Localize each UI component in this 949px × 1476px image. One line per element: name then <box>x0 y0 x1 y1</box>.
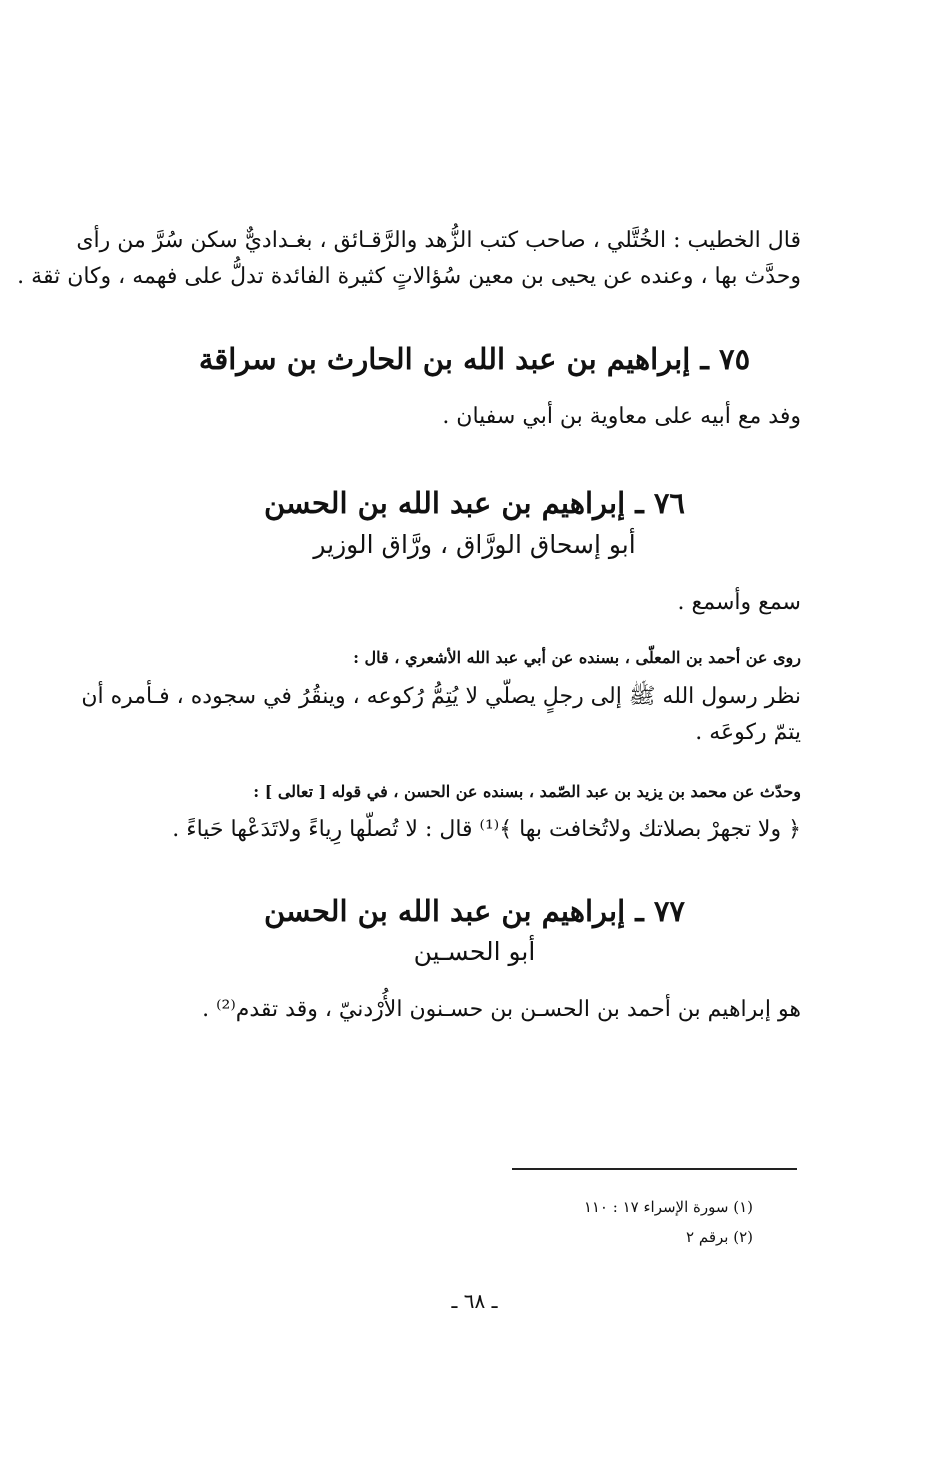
entry-76-quote: ﴿ ولا تجهرْ بصلاتك ولاتُخافت بها ﴾⁽¹⁾ قال : لا تُصلّها رِياءً ولاتَدَعْها حَياءً . <box>172 817 801 842</box>
entry-75-text: وفد مع أبيه على معاوية بن أبي سفيان . <box>442 404 801 429</box>
footnote-2: (٢) برقم ٢ <box>686 1228 753 1246</box>
footnote-1: (١) سورة الإسراء ١٧ : ١١٠ <box>583 1198 753 1216</box>
entry-76-text: سمع وأسمع . <box>677 590 801 615</box>
intro-line-2: وحدَّث بها ، وعنده عن يحيى بن معين سُؤالاتٍ كثيرة الفائدة تدلُّ على فهمه ، وكان ثقة . <box>17 264 801 289</box>
footnote-divider <box>512 1168 797 1170</box>
entry-76-subheading: أبو إسحاق الورَّاق ، ورَّاق الوزير <box>313 530 636 559</box>
entry-76-narration-1: روى عن أحمد بن المعلّى ، بسنده عن أبي عبد الله الأشعري ، قال : <box>353 648 801 667</box>
entry-76-hadith-line-2: يتمّ ركوعَه . <box>695 720 801 745</box>
page-number: ـ ٦٨ ـ <box>451 1289 498 1313</box>
entry-76-heading: ٧٦ ـ إبراهيم بن عبد الله بن الحسن <box>263 486 686 520</box>
entry-77-text: هو إبراهيم بن أحمد بن الحسـن بن حسـنون الأُرْدنيّ ، وقد تقدم⁽²⁾ . <box>202 997 801 1022</box>
entry-75-heading: ٧٥ ـ إبراهيم بن عبد الله بن الحارث بن سراقة <box>198 342 751 376</box>
entry-76-narration-2: وحدّث عن محمد بن يزيد بن عبد الصّمد ، بسنده عن الحسن ، في قوله [ تعالى ] : <box>253 782 801 801</box>
entry-77-heading: ٧٧ ـ إبراهيم بن عبد الله بن الحسن <box>263 894 686 928</box>
intro-line-1: قال الخطيب : الخُتَّلي ، صاحب كتب الزُّهد والرَّقـائق ، بغـداديٌّ سكن سُرَّ من رأى <box>76 228 801 253</box>
entry-76-hadith-line-1: نظر رسول الله ﷺ إلى رجلٍ يصلّي لا يُتِمُّ رُكوعه ، وينقُرُ في سجوده ، فـأمره أن <box>81 684 801 709</box>
entry-77-subheading: أبو الحسـين <box>413 937 536 966</box>
